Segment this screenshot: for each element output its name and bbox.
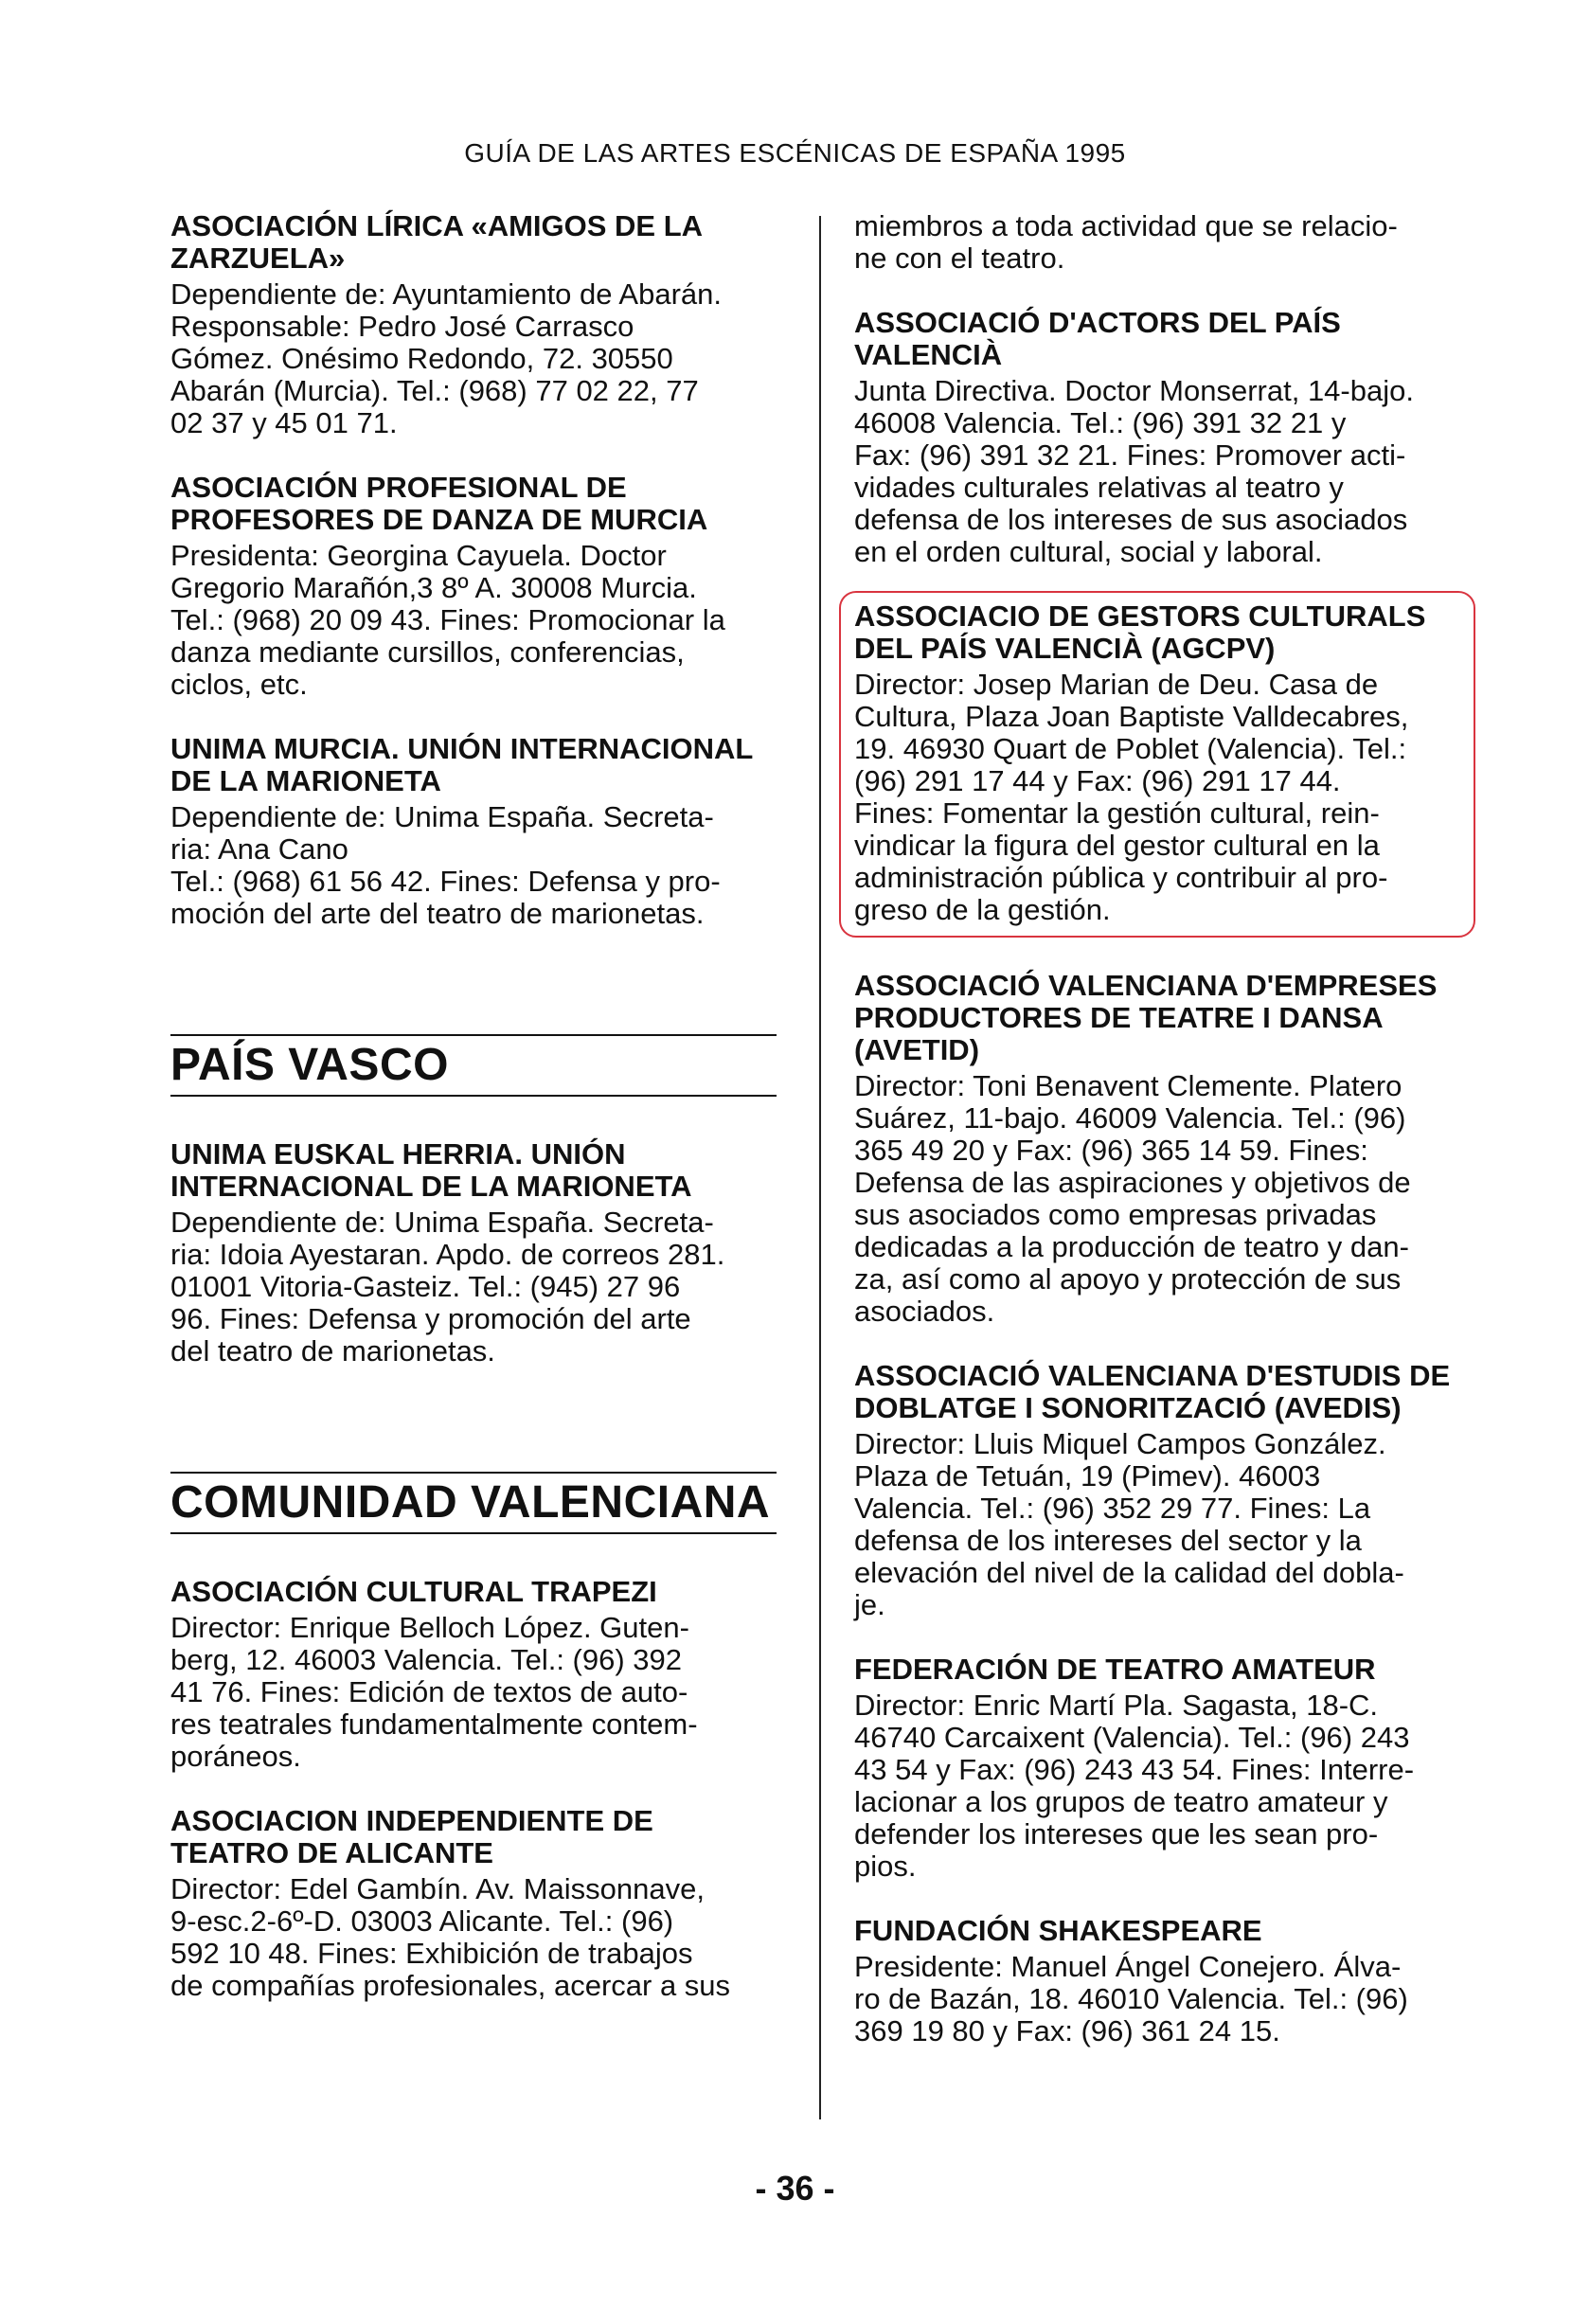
entry-title: ASOCIACIÓN LÍRICA «AMIGOS DE LA ZARZUELA» bbox=[170, 209, 702, 275]
section-rule bbox=[170, 1532, 777, 1534]
entry-unima-murcia bbox=[170, 733, 777, 930]
entry-body: Dependiente de: Unima España. Secreta- ria: Ana Cano Tel.: (968) 61 56 42. Fines: Defensa y pro- moción del arte del teatro de marionetas. bbox=[170, 800, 721, 930]
entry-title: FEDERACIÓN DE TEATRO AMATEUR bbox=[854, 1653, 1376, 1686]
entry-fundacion-shakespeare bbox=[854, 1915, 1460, 2047]
section-comunidad-valenciana bbox=[170, 1472, 777, 1534]
page-number: - 36 - bbox=[755, 2169, 835, 2208]
entry-body: Dependiente de: Ayuntamiento de Abarán. Responsable: Pedro José Carrasco Gómez. Onésimo Redondo, 72. 30550 Abarán (Murcia). Tel.: (968) 77 02 22, 77 02 37 y 45 01 71. bbox=[170, 277, 722, 439]
entry-teatro-alicante bbox=[170, 1805, 777, 2002]
entry-body: miembros a toda actividad que se relacio- ne con el teatro. bbox=[854, 209, 1398, 275]
left-column bbox=[170, 210, 777, 2034]
entry-body: Director: Josep Marian de Deu. Casa de Cultura, Plaza Joan Baptiste Valldecabres, 19. 46930 Quart de Poblet (Valencia). Tel.: (96) 291 17 44 y Fax: (96) 291 17 44. Fines: Fomentar la gestión cultural, rein- vindicar la figura del gestor cultural en la administración pública y contribuir al pro- greso de la gestión. bbox=[854, 668, 1409, 926]
running-header: GUÍA DE LAS ARTES ESCÉNICAS DE ESPAÑA 1995 bbox=[464, 138, 1126, 168]
entry-title: ASSOCIACIO DE GESTORS CULTURALS DEL PAÍS VALENCIÀ (AGCPV) bbox=[854, 599, 1426, 665]
entry-title: FUNDACIÓN SHAKESPEARE bbox=[854, 1914, 1262, 1947]
section-title: PAÍS VASCO bbox=[170, 1040, 449, 1090]
entry-body: Director: Edel Gambín. Av. Maissonnave, 9-esc.2-6º-D. 03003 Alicante. Tel.: (96) 592 10 48. Fines: Exhibición de trabajos de compañías profesionales, acercar a sus bbox=[170, 1872, 731, 2002]
entry-actors-valencia bbox=[854, 307, 1460, 568]
entry-title: ASSOCIACIÓ VALENCIANA D'ESTUDIS DE DOBLATGE I SONORITZACIÓ (AVEDIS) bbox=[854, 1359, 1451, 1424]
entry-continuation bbox=[854, 210, 1460, 275]
entry-title: ASSOCIACIÓ D'ACTORS DEL PAÍS VALENCIÀ bbox=[854, 306, 1341, 371]
entry-title: ASOCIACION INDEPENDIENTE DE TEATRO DE ALICANTE bbox=[170, 1804, 653, 1869]
section-rule bbox=[170, 1034, 777, 1036]
entry-body: Presidente: Manuel Ángel Conejero. Álva- ro de Bazán, 18. 46010 Valencia. Tel.: (96) 369 19 80 y Fax: (96) 361 24 15. bbox=[854, 1950, 1408, 2047]
entry-avetid bbox=[854, 970, 1460, 1328]
entry-body: Director: Enric Martí Pla. Sagasta, 18-C. 46740 Carcaixent (Valencia). Tel.: (96) 243 43 54 y Fax: (96) 243 43 54. Fines: Interre- lacionar a los grupos de teatro amateur y defender los intereses que les sean pro- pios. bbox=[854, 1689, 1415, 1883]
section-title: COMUNIDAD VALENCIANA bbox=[170, 1477, 771, 1528]
entry-unima-euskal-herria bbox=[170, 1138, 777, 1368]
entry-title: UNIMA EUSKAL HERRIA. UNIÓN INTERNACIONAL DE LA MARIONETA bbox=[170, 1137, 692, 1203]
column-divider bbox=[819, 216, 821, 2119]
entry-body: Director: Lluis Miquel Campos González. Plaza de Tetuán, 19 (Pimev). 46003 Valencia. Tel.: (96) 352 29 77. Fines: La defensa de los intereses del sector y la elevación del nivel de la calidad del dobla- je. bbox=[854, 1427, 1404, 1621]
entry-title: ASSOCIACIÓ VALENCIANA D'EMPRESES PRODUCTORES DE TEATRE I DANSA (AVETID) bbox=[854, 969, 1438, 1066]
entry-title: ASOCIACIÓN PROFESIONAL DE PROFESORES DE DANZA DE MURCIA bbox=[170, 471, 708, 536]
entry-body: Director: Toni Benavent Clemente. Platero Suárez, 11-bajo. 46009 Valencia. Tel.: (96) 365 49 20 y Fax: (96) 365 14 59. Fines: Defensa de las aspiraciones y objetivos de sus asociados como empresas privadas dedicadas a la producción de teatro y dan- za, así como al apoyo y protección de sus asociados. bbox=[854, 1069, 1411, 1328]
section-pais-vasco bbox=[170, 1034, 777, 1097]
entry-body: Presidenta: Georgina Cayuela. Doctor Gregorio Marañón,3 8º A. 30008 Murcia. Tel.: (968) 20 09 43. Fines: Promocionar la danza mediante cursillos, conferencias, ciclos, etc. bbox=[170, 539, 725, 701]
entry-body: Dependiente de: Unima España. Secreta- ria: Idoia Ayestaran. Apdo. de correos 281. 01001 Vitoria-Gasteiz. Tel.: (945) 27 96 96. Fines: Defensa y promoción del arte del teatro de marionetas. bbox=[170, 1206, 725, 1368]
entry-title: ASOCIACIÓN CULTURAL TRAPEZI bbox=[170, 1575, 657, 1608]
entry-avedis bbox=[854, 1360, 1460, 1621]
entry-gestors-culturals bbox=[854, 600, 1460, 926]
entry-body: Junta Directiva. Doctor Monserrat, 14-bajo. 46008 Valencia. Tel.: (96) 391 32 21 y Fax: (96) 391 32 21. Fines: Promover acti- vidades culturales relativas al teatro y defensa de los intereses de sus asociados en el orden cultural, social y laboral. bbox=[854, 374, 1414, 568]
entry-lirica-zarzuela bbox=[170, 210, 777, 439]
entry-teatro-amateur bbox=[854, 1654, 1460, 1883]
highlight-box bbox=[839, 591, 1475, 938]
entry-trapezi bbox=[170, 1576, 777, 1773]
right-column bbox=[854, 210, 1460, 2080]
entry-body: Director: Enrique Belloch López. Guten- berg, 12. 46003 Valencia. Tel.: (96) 392 41 76. Fines: Edición de textos de auto- res teatrales fundamentalmente contem- poráneos. bbox=[170, 1611, 698, 1773]
section-rule bbox=[170, 1472, 777, 1474]
section-rule bbox=[170, 1095, 777, 1097]
entry-profesores-danza bbox=[170, 472, 777, 701]
entry-title: UNIMA MURCIA. UNIÓN INTERNACIONAL DE LA MARIONETA bbox=[170, 732, 753, 797]
